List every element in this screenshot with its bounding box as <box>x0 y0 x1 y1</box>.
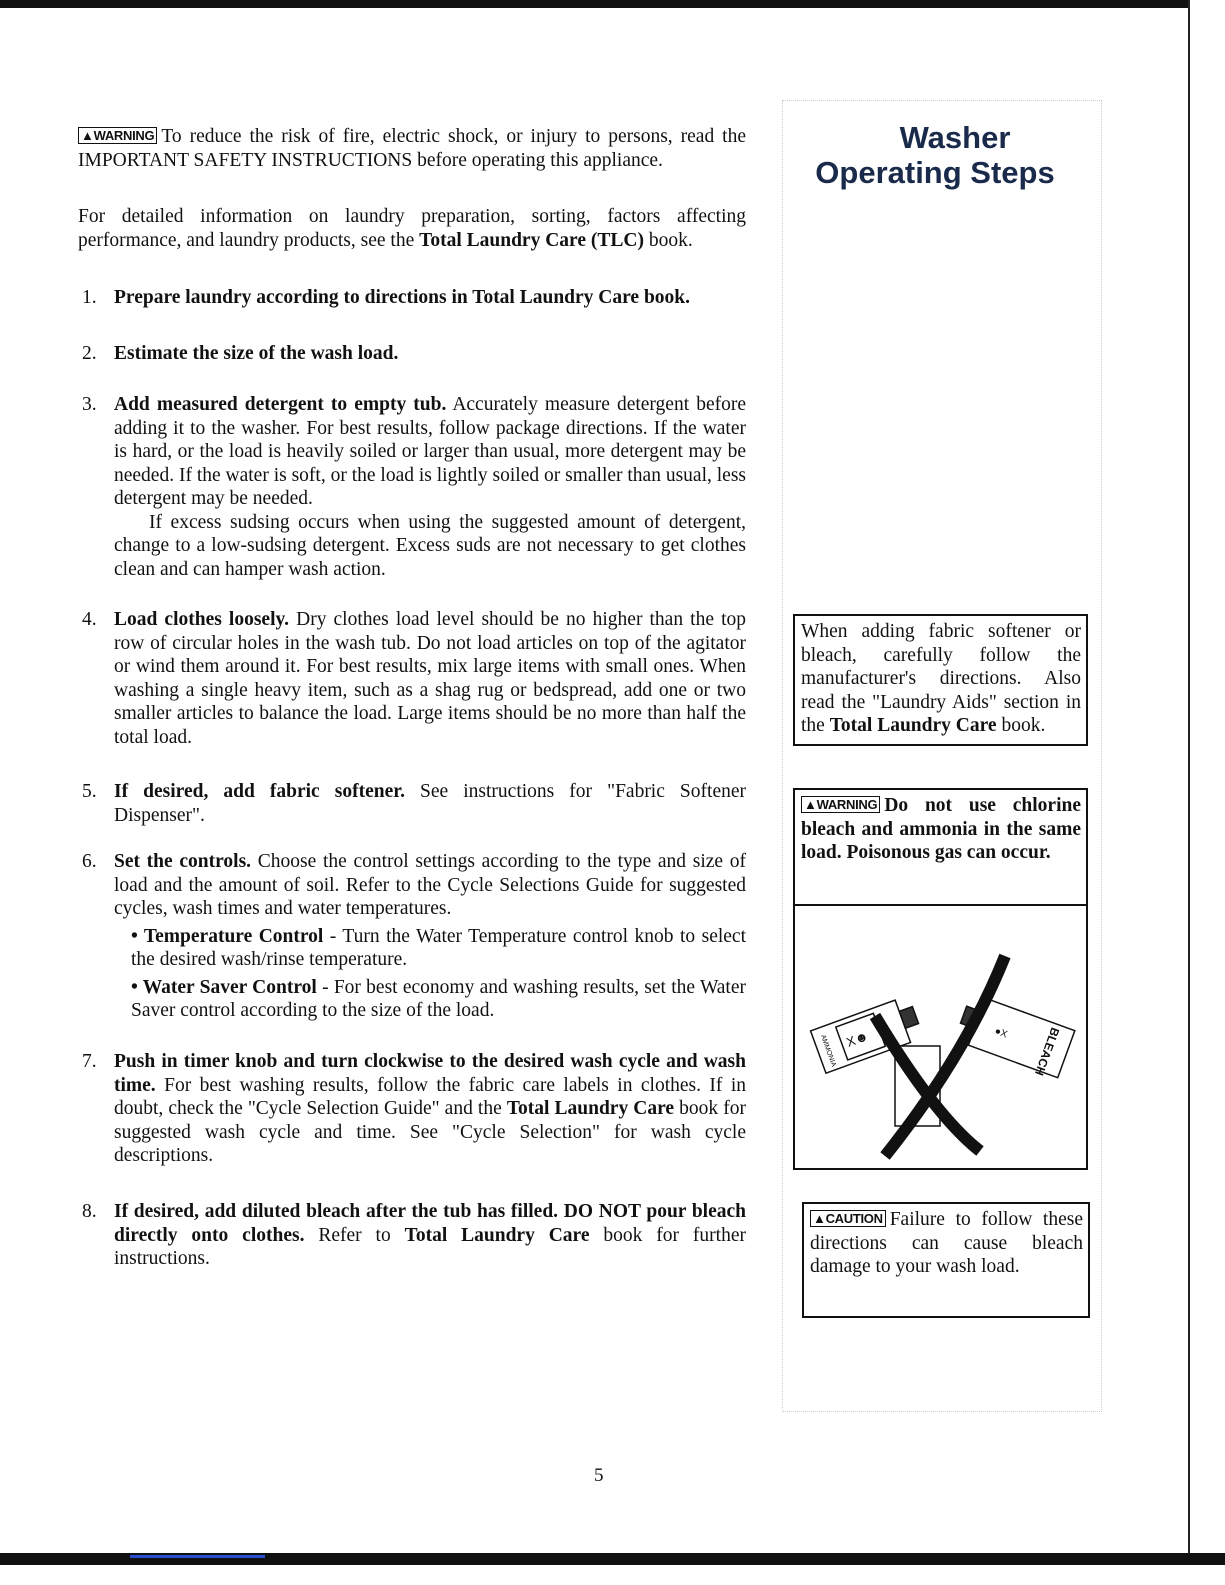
step-body <box>114 850 746 1023</box>
text-run: Accurately measure detergent before adding it to the washer. For best results, follow package directions. If the water is hard, or the load is heavily soiled or larger than usual, more detergent may be needed. If the water is soft, or the load is lightly soiled or smaller than usual, less detergent may be needed. <box>114 394 746 509</box>
step-number: 5. <box>82 781 97 802</box>
text-run: Refer to <box>304 1224 405 1246</box>
bold-text: Estimate the size of the wash load. <box>114 343 399 364</box>
step-number: 3. <box>82 394 97 415</box>
step-extra-paragraph: If excess sudsing occurs when using the suggested amount of detergent, change to a low-sudsing detergent. Excess suds are not necessary to get clothes clean and can hamper wash action. <box>114 511 746 580</box>
text-run: See instructions for "Fabric Softener Dispenser". <box>114 781 746 826</box>
bleach-label: BLEACH <box>1031 1025 1063 1078</box>
step-4 <box>78 608 746 749</box>
bullet-item <box>131 925 746 972</box>
text-run: book. <box>643 229 693 251</box>
step-2 <box>78 342 746 366</box>
sidebar-title-line2: Operating Steps <box>815 155 1055 190</box>
bullet-lead: • Temperature Control <box>131 925 324 947</box>
text-run: Dry clothes load level should be no higher than the top row of circular holes in the wash tub. Do not load articles on top of the agitator or wind them around it. For best results, mix large items with small ones. When washing a single heavy item, such as a shag rug or bedspread, add one or two smaller articles to balance the load. Large items should be no more than half the total load. <box>114 609 746 748</box>
step-8 <box>78 1200 746 1271</box>
bleach-caution-box <box>802 1202 1090 1318</box>
svg-text:●X: ●X <box>993 1025 1009 1041</box>
bullet-lead: • Water Saver Control <box>131 976 317 998</box>
text-run: Choose the control settings according to the type and size of load and the amount of soil. Refer to the Cycle Selections Guide for suggested cycles, wash times and water temperatures. <box>114 851 746 919</box>
step-body <box>114 393 746 581</box>
text-run: book for suggested wash cycle and time. See "Cycle Selection" for wash cycle descriptions. <box>114 1098 746 1166</box>
illustration-box <box>793 904 1088 1170</box>
step-number: 7. <box>82 1051 97 1072</box>
sidebar-title-line1: Washer <box>899 120 1011 155</box>
bold-text: If desired, add fabric softener. <box>114 781 405 802</box>
fabric-softener-note <box>793 614 1088 746</box>
page-number: 5 <box>594 1465 604 1486</box>
step-number: 8. <box>82 1201 97 1222</box>
warning-badge-label: WARNING <box>816 797 878 812</box>
warning-text: To reduce the risk of fire, electric shock, or injury to persons, read the IMPORTANT SAFETY INSTRUCTIONS before operating this appliance. <box>78 126 746 171</box>
svg-text:X☻: X☻ <box>844 1028 871 1050</box>
step-3 <box>78 393 746 581</box>
caution-badge-label: CAUTION <box>825 1211 883 1226</box>
top-border <box>0 0 1190 8</box>
step-number: 1. <box>82 287 97 308</box>
step-body <box>114 286 746 310</box>
bold-text: Add measured detergent to empty tub. <box>114 394 447 415</box>
step-body <box>114 342 746 366</box>
text-run: For best washing results, follow the fabric care labels in clothes. If in doubt, check the "Cycle Selection Guide" and the <box>114 1074 746 1119</box>
step-6 <box>78 850 746 1023</box>
bold-text: Load clothes loosely. <box>114 609 290 630</box>
bold-text: Total Laundry Care <box>829 715 997 736</box>
ammonia-label: AMMONIA <box>818 1033 837 1068</box>
bold-text: Prepare laundry according to directions in Total Laundry Care book. <box>114 287 691 308</box>
caution-text: Failure to follow these directions can cause bleach damage to your wash load. <box>810 1209 1083 1277</box>
step-body <box>114 780 746 827</box>
step-body <box>114 1200 746 1271</box>
step-1 <box>78 286 746 310</box>
caution-badge: ▲CAUTION <box>810 1210 886 1227</box>
text-run: book for further instructions. <box>114 1224 746 1269</box>
warning-badge: ▲WARNING <box>801 796 880 813</box>
bold-text: Push in timer knob and turn clockwise to the desired wash cycle and wash time. <box>114 1051 746 1096</box>
step-number: 6. <box>82 851 97 872</box>
text-run: For detailed information on laundry preparation, sorting, factors affecting performance, and laundry products, see the <box>78 206 746 251</box>
chlorine-warning-text: Do not use chlorine bleach and ammonia in the same load. Poisonous gas can occur. <box>801 795 1081 863</box>
step-number: 2. <box>82 343 97 364</box>
chlorine-warning-box <box>793 788 1088 906</box>
bold-text: Total Laundry Care <box>506 1098 675 1119</box>
bottom-blue-mark <box>130 1555 265 1558</box>
step-body <box>114 608 746 749</box>
bullet-text: - Turn the Water Temperature control knob to select the desired wash/rinse temperature. <box>131 925 746 970</box>
no-mixing-illustration <box>795 906 1086 1168</box>
bullet-item <box>131 976 746 1023</box>
warning-badge-label: WARNING <box>93 128 155 143</box>
step-number: 4. <box>82 609 97 630</box>
bold-text: Total Laundry Care (TLC) <box>419 229 644 251</box>
bold-text: Total Laundry Care <box>404 1224 590 1246</box>
step-7 <box>78 1050 746 1168</box>
bold-text: Set the controls. <box>114 851 252 872</box>
bullet-text: - For best economy and washing results, set the Water Saver control according to the size of the load. <box>131 976 747 1021</box>
warning-badge: ▲WARNING <box>78 127 157 144</box>
text-run: book. <box>996 715 1046 736</box>
step-body <box>114 1050 746 1168</box>
text-run: When adding fabric softener or bleach, carefully follow the manufacturer's directions. Also read the "Laundry Aids" section in the <box>801 621 1081 736</box>
right-border <box>1188 0 1190 1555</box>
tlc-paragraph <box>78 205 746 252</box>
step-5 <box>78 780 746 827</box>
bold-text: If desired, add diluted bleach after the tub has filled. DO NOT pour bleach directly onto clothes. <box>114 1201 746 1246</box>
safety-warning-paragraph <box>78 125 746 172</box>
